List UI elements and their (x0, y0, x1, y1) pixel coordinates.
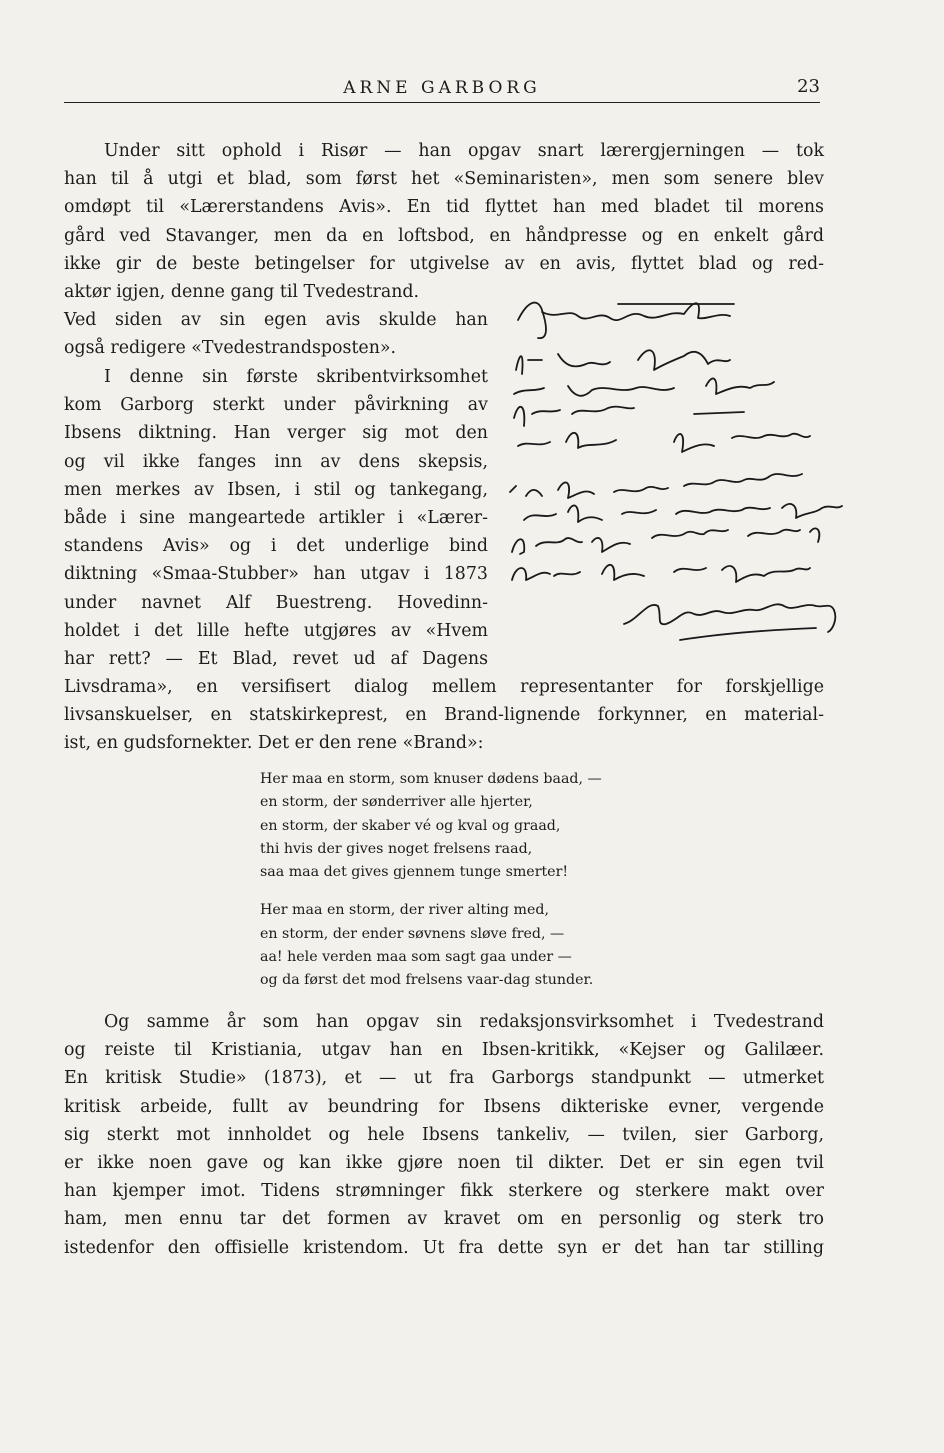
text-line: ist, en gudsfornekter. Det er den rene «Brand»: (64, 733, 484, 754)
verse-line: Her maa en storm, der river alting med, (260, 902, 549, 919)
text-line: han kjemper imot. Tidens strømninger fikk sterkere og sterkere makt over (64, 1181, 824, 1202)
text-line: ham, men ennu tar det formen av kravet om en personlig og sterk tro (64, 1209, 824, 1230)
text-line: En kritisk Studie» (1873), et — ut fra Garborgs standpunkt — utmerket (64, 1068, 824, 1089)
verse-line: Her maa en storm, som knuser dødens baad, — (260, 771, 602, 787)
text-line: han til å utgi et blad, som først het «Seminaristen», men som senere blev (64, 169, 824, 190)
text-line: og reiste til Kristiania, utgav han en Ibsen-kritikk, «Kejser og Galilæer. (64, 1040, 824, 1061)
text-line: Under sitt ophold i Risør — han opgav snart lærergjerningen — tok (104, 141, 824, 161)
verse-line: en storm, der ender søvnens sløve fred, — (260, 925, 565, 942)
text-line: Og samme år som han opgav sin redaksjonsvirksomhet i Tvedestrand (104, 1012, 824, 1032)
text-line: og vil ikke fanges inn av dens skepsis, (64, 451, 488, 472)
verse-line: thi hvis der gives noget frelsens raad, (260, 840, 533, 857)
text-line: Ibsens diktning. Han verger sig mot den (64, 423, 488, 444)
verse-line: og da først det mod frelsens vaar-dag stunder. (260, 972, 594, 989)
running-title: ARNE GARBORG (343, 78, 541, 98)
running-header (64, 78, 820, 103)
verse-line: saa maa det gives gjennem tunge smerter! (260, 864, 569, 881)
poem-stanza-1 (260, 768, 602, 884)
text-line: holdet i det lille hefte utgjøres av «Hvem (64, 620, 488, 641)
verse-line: aa! hele verden maa som sagt gaa under — (260, 949, 572, 966)
text-line: gård ved Stavanger, men da en loftsbod, en håndpresse og en enkelt gård (64, 225, 824, 246)
text-line: ikke gir de beste betingelser for utgivelse av en avis, flyttet blad og red- (64, 253, 824, 274)
text-line: også redigere «Tvedestrandsposten». (64, 338, 397, 359)
text-line: istedenfor den offisielle kristendom. Ut fra dette syn er det han tar stilling (64, 1237, 824, 1258)
paragraph-3 (64, 1008, 824, 1262)
text-line: Ved siden av sin egen avis skulde han (64, 310, 488, 331)
text-line: aktør igjen, denne gang til Tvedestrand. (64, 281, 420, 302)
verse-line: en storm, der sønderriver alle hjerter, (260, 794, 533, 811)
page-number: 23 (797, 76, 820, 97)
poem-stanza-2 (260, 899, 602, 992)
text-line: I denne sin første skribentvirksomhet (104, 367, 488, 387)
manuscript-image (498, 290, 846, 660)
text-line: diktning «Smaa-Stubber» han utgav i 1873 (64, 564, 488, 585)
text-line: under navnet Alf Buestreng. Hovedinn- (64, 592, 488, 613)
text-line: men merkes av Ibsen, i stil og tankegang, (64, 479, 488, 500)
text-line: kritisk arbeide, fullt av beundring for Ibsens dikteriske evner, vergende (64, 1096, 824, 1117)
handwritten-manuscript (498, 290, 846, 660)
text-line: både i sine mangeartede artikler i «Lærer- (64, 507, 488, 528)
text-line: kom Garborg sterkt under påvirkning av (64, 395, 488, 416)
text-line: sig sterkt mot innholdet og hele Ibsens tankeliv, — tvilen, sier Garborg, (64, 1124, 824, 1145)
text-line: Livsdrama», en versifisert dialog mellem representanter for forskjellige (64, 677, 824, 698)
poem-quotation (260, 768, 602, 993)
text-line: livsanskuelser, en statskirkeprest, en Brand-lignende forkynner, en material- (64, 705, 824, 726)
text-line: standens Avis» og i det underlige bind (64, 536, 488, 557)
text-line: har rett? — Et Blad, revet ud af Dagens (64, 648, 488, 669)
text-line: er ikke noen gave og kan ikke gjøre noen til dikter. Det er sin egen tvil (64, 1152, 824, 1173)
verse-line: en storm, der skaber vé og kval og graad, (260, 817, 561, 834)
text-line: omdøpt til «Lærerstandens Avis». En tid flyttet han med bladet til morens (64, 197, 824, 218)
